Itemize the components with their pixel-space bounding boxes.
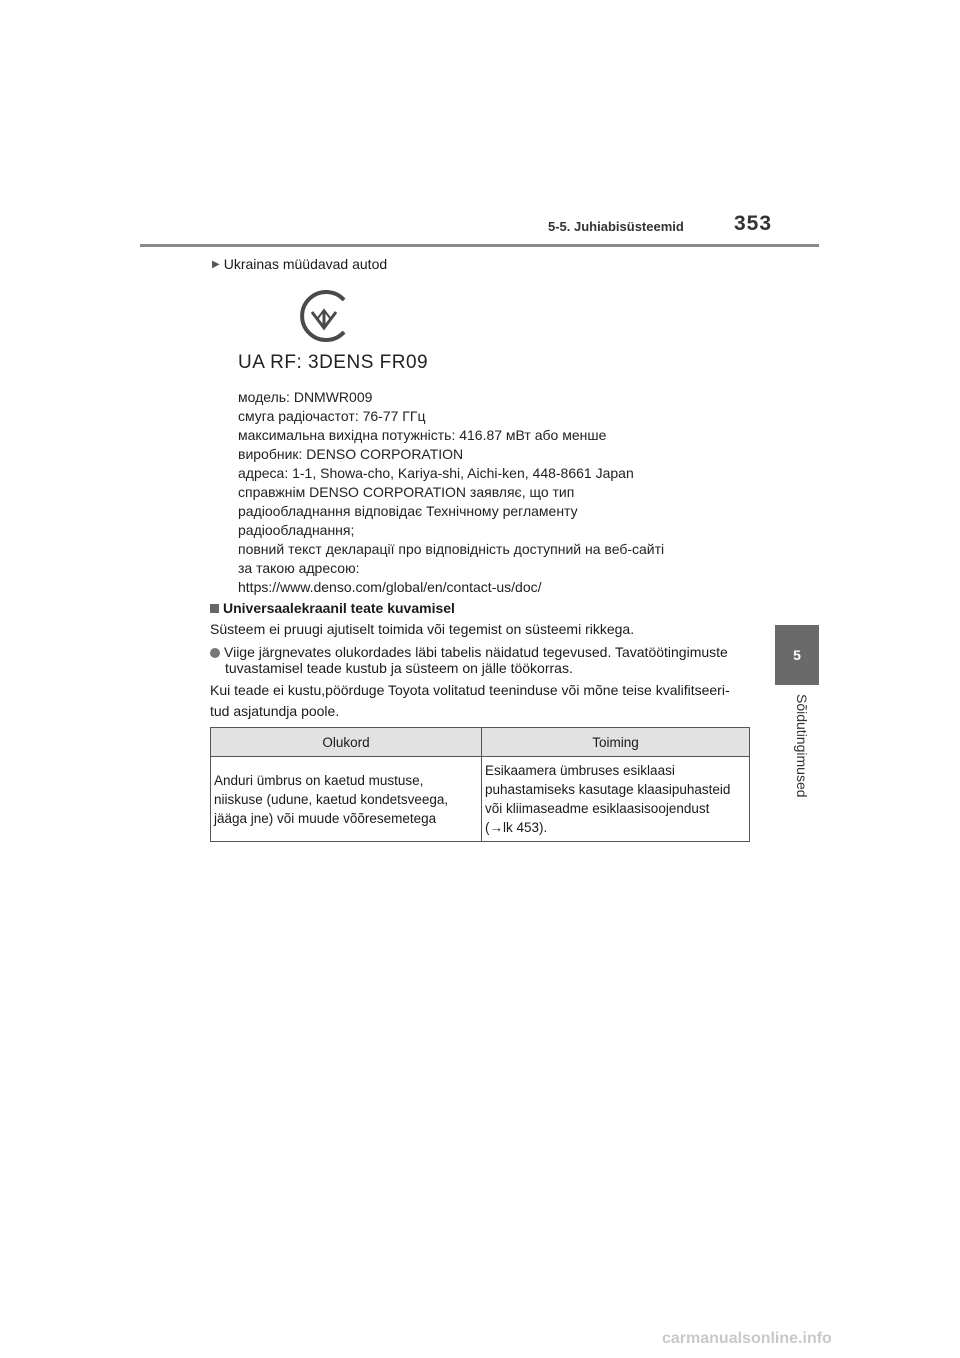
cert-line: справжнім DENSO CORPORATION заявляє, що тип: [238, 484, 575, 500]
cell-line: puhastamiseks kasutage klaasipuhasteid: [485, 782, 731, 797]
cert-line: повний текст декларації про відповідність доступний на веб-сайті: [238, 541, 665, 557]
after-line: Kui teade ei kustu,pöörduge Toyota volitatud teeninduse või mõne teise kvalifitseeri-: [210, 682, 730, 698]
square-bullet-icon: [210, 604, 219, 613]
after-line: tud asjatundja poole.: [210, 703, 340, 719]
cert-line: за такою адресою:: [238, 560, 360, 576]
cert-line: радіообладнання відповідає Технічному регламенту: [238, 503, 578, 519]
cert-line: модель: DNMWR009: [238, 389, 373, 405]
chapter-tab: 5: [775, 625, 819, 685]
after-paragraph: [210, 681, 750, 720]
cert-line: смуга радіочастот: 76-77 ГГц: [238, 408, 426, 424]
cell-line: või kliimaseadme esiklaasisoojendust: [485, 801, 710, 816]
bullet-item: [210, 644, 750, 676]
cert-line: радіообладнання;: [238, 522, 355, 538]
section-heading: [210, 600, 455, 616]
cert-line: адреса: 1-1, Showa-cho, Kariya-shi, Aichi-ken, 448-8661 Japan: [238, 465, 634, 481]
column-header-action: Toiming: [482, 728, 750, 757]
action-cell: [482, 757, 750, 842]
cell-line: niiskuse (udune, kaetud kondetsveega,: [214, 791, 449, 807]
page-number: 353: [734, 212, 773, 235]
ukraine-conformity-mark-icon: [296, 288, 352, 344]
table-header-row: [211, 728, 750, 757]
column-header-situation: Olukord: [211, 728, 482, 757]
cert-line: виробник: DENSO CORPORATION: [238, 446, 464, 462]
cell-line: (→lk 453).: [485, 820, 548, 835]
rf-code: UA RF: 3DENS FR09: [238, 352, 429, 373]
header-rule: [140, 244, 819, 247]
cell-line: jääga jne) või muude võõresemetega: [214, 810, 437, 826]
intro-paragraph: Süsteem ei pruugi ajutiselt toimida või tegemist on süsteemi rikkega.: [210, 621, 635, 637]
cell-line: Esikaamera ümbruses esiklaasi: [485, 763, 675, 778]
triangle-right-icon: ▶: [212, 258, 220, 270]
ua-heading: [212, 256, 387, 272]
header-section-title: 5-5. Juhiabisüsteemid: [548, 219, 684, 234]
bullet-line: tuvastamisel teade kustub ja süsteem on jälle töökorras.: [225, 660, 573, 676]
bullet-line: Viige järgnevates olukordades läbi tabelis näidatud tegevused. Tavatöötingimuste: [224, 644, 728, 660]
cell-line: Anduri ümbrus on kaetud mustuse,: [214, 772, 424, 788]
cert-line: максимальна вихідна потужність: 416.87 мВт або менше: [238, 427, 607, 443]
situation-cell: [211, 757, 482, 842]
situation-table: [210, 727, 750, 842]
watermark: carmanualsonline.info: [662, 1330, 832, 1347]
cert-url: https://www.denso.com/global/en/contact-us/doc/: [238, 579, 542, 595]
chapter-label: Sõidutingimused: [794, 694, 810, 798]
circle-bullet-icon: [210, 648, 220, 658]
section-heading-text: Universaalekraanil teate kuvamisel: [223, 600, 455, 616]
ua-heading-text: Ukrainas müüdavad autod: [223, 256, 388, 272]
table-row: [211, 757, 750, 842]
certification-block: [238, 352, 718, 597]
